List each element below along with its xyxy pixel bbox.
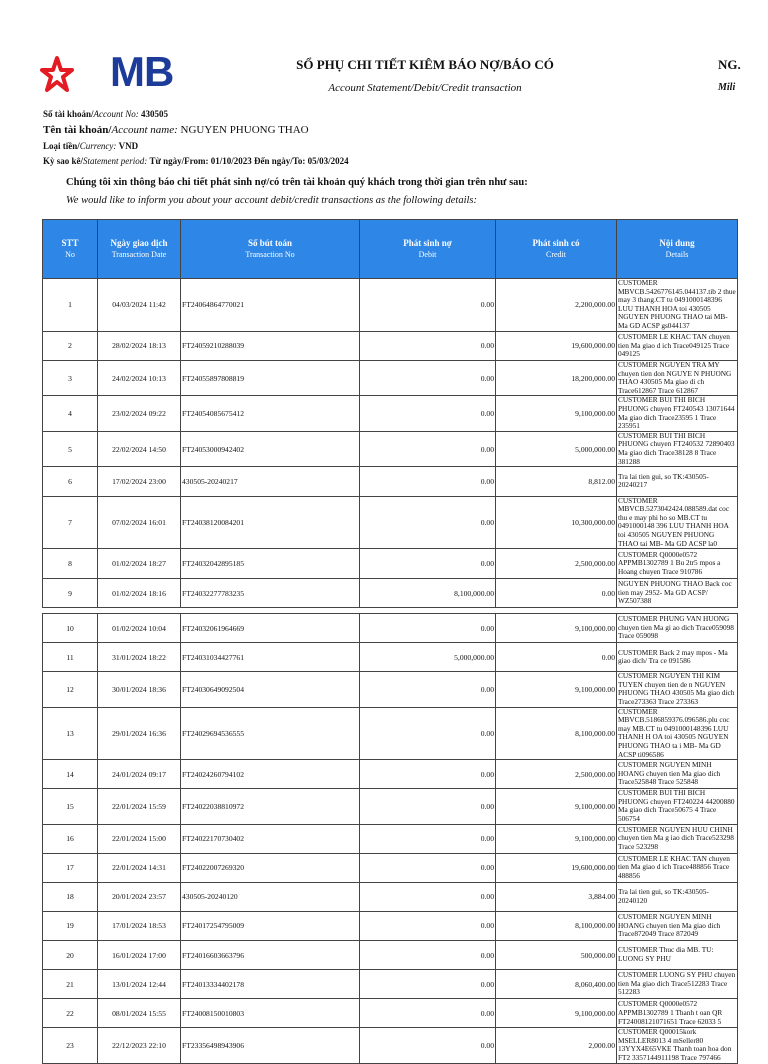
account-name: NGUYEN PHUONG THAO — [180, 124, 309, 136]
row-debit: 0.00 — [360, 882, 496, 911]
row-transaction-no: FT24032042895185 — [181, 549, 360, 579]
account-number-label-vi: Số tài khoản/ — [43, 109, 94, 119]
row-credit: 5,000,000.00 — [496, 431, 617, 466]
row-date: 17/02/2024 23:00 — [98, 467, 181, 497]
account-name-label-vi: Tên tài khoản/ — [43, 124, 112, 136]
row-details: Tra lai tien gui, so TK:430505-20240120 — [617, 882, 738, 911]
row-transaction-no: FT24054085675412 — [181, 396, 360, 431]
table-row — [43, 789, 738, 824]
row-credit: 2,500,000.00 — [496, 760, 617, 789]
account-name-line — [43, 124, 309, 136]
row-credit: 8,100,000.00 — [496, 911, 617, 940]
row-no: 2 — [43, 331, 98, 361]
row-details: CUSTOMER BUI THI BICH PHUONG chuyen FT240543 13071644 Ma giao dich Trace23595 1 Trace 235951 — [617, 396, 738, 431]
currency-value: VND — [118, 141, 139, 151]
row-date: 29/01/2024 16:36 — [98, 707, 181, 760]
table-row — [43, 882, 738, 911]
row-date: 13/01/2024 12:44 — [98, 970, 181, 999]
row-transaction-no: FT24024260794102 — [181, 760, 360, 789]
row-date: 22/12/2023 22:10 — [98, 1028, 181, 1063]
row-credit: 9,100,000.00 — [496, 614, 617, 643]
row-details: CUSTOMER NGUYEN MINH HOANG chuyen tien Ma giao dich Trace872049 Trace 872049 — [617, 911, 738, 940]
row-details: CUSTOMER NGUYEN MINH HOANG chuyen tien Ma giao dich Trace525848 Trace 525848 — [617, 760, 738, 789]
row-debit: 0.00 — [360, 361, 496, 396]
row-debit: 0.00 — [360, 672, 496, 707]
row-transaction-no: FT24064864770021 — [181, 279, 360, 332]
row-date: 22/01/2024 15:00 — [98, 824, 181, 853]
row-details: CUSTOMER NGUYEN TRA MY chuyen tien don NGUYE N PHUONG THAO 430505 Ma giao di ch Trace612867 Trace 612867 — [617, 361, 738, 396]
notice-vi: Chúng tôi xin thông báo chi tiết phát sinh nợ/có trên tài khoản quý khách trong thời gian trên như sau: — [66, 177, 528, 188]
row-debit: 0.00 — [360, 396, 496, 431]
row-details: CUSTOMER Q0000e0572 APPMB1302789 1 Bu 2tr5 mpos a Hoang chuyen Trace 910786 — [617, 549, 738, 579]
row-details: CUSTOMER LUONG SY PHU chuyen tien Ma giao dich Trace512283 Trace 512283 — [617, 970, 738, 999]
row-debit: 0.00 — [360, 940, 496, 969]
row-debit: 0.00 — [360, 331, 496, 361]
row-date: 24/02/2024 10:13 — [98, 361, 181, 396]
row-credit: 8,060,400.00 — [496, 970, 617, 999]
row-date: 28/02/2024 18:13 — [98, 331, 181, 361]
row-debit: 0.00 — [360, 707, 496, 760]
row-details: CUSTOMER Q00015kork MSELLER8013 4 mSeller80 13YYX4E65VKE Thanh toan hoa don FT2 3357144911198 Trace 797466 — [617, 1028, 738, 1063]
row-date: 31/01/2024 18:22 — [98, 643, 181, 672]
row-details: CUSTOMER MBVCB.5186859376.096586.plu coc may MB.CT tu 0491000148396 LUU THANH H OA toi 430505 NGUYEN PHUONG THAO ta i MB- Ma GD ACSP ti096586 — [617, 707, 738, 760]
row-details: CUSTOMER MBVCB.5273042424.088589.dat coc thu e may phi ho so MB.CT tu 0491000148 396 LUU THANH HOA toi 430505 NGUYEN PHUONG THAO tai MB- Ma GD ACSP la0 — [617, 496, 738, 549]
row-date: 01/02/2024 18:27 — [98, 549, 181, 579]
row-credit: 8,812.00 — [496, 467, 617, 497]
row-debit: 0.00 — [360, 614, 496, 643]
row-no: 6 — [43, 467, 98, 497]
account-name-label-en: Account name: — [111, 124, 178, 136]
row-date: 22/01/2024 14:31 — [98, 853, 181, 882]
row-credit: 9,100,000.00 — [496, 789, 617, 824]
row-details: CUSTOMER Back 2 may mpos - Ma giao dich/ Tra ce 091586 — [617, 643, 738, 672]
row-credit: 9,100,000.00 — [496, 999, 617, 1028]
period-value: Từ ngày/From: 01/10/2023 Đến ngày/To: 05/03/2024 — [149, 156, 349, 166]
table-row — [43, 643, 738, 672]
statement-subtitle: Account Statement/Debit/Credit transaction — [328, 82, 522, 94]
row-transaction-no: 430505-20240217 — [181, 467, 360, 497]
row-credit: 0.00 — [496, 643, 617, 672]
row-credit: 9,100,000.00 — [496, 672, 617, 707]
row-transaction-no: FT24022038810972 — [181, 789, 360, 824]
table-row — [43, 824, 738, 853]
table-row — [43, 467, 738, 497]
row-no: 16 — [43, 824, 98, 853]
row-date: 30/01/2024 18:36 — [98, 672, 181, 707]
row-transaction-no: FT24008150010803 — [181, 999, 360, 1028]
row-debit: 0.00 — [360, 431, 496, 466]
row-no: 15 — [43, 789, 98, 824]
row-date: 16/01/2024 17:00 — [98, 940, 181, 969]
row-transaction-no: FT24055897808819 — [181, 361, 360, 396]
period-label-en: Statement period: — [83, 156, 148, 166]
row-debit: 0.00 — [360, 911, 496, 940]
row-no: 5 — [43, 431, 98, 466]
period-line — [43, 156, 349, 166]
row-no: 11 — [43, 643, 98, 672]
transactions-table-page2 — [42, 613, 738, 1064]
row-credit: 9,100,000.00 — [496, 824, 617, 853]
row-date: 07/02/2024 16:01 — [98, 496, 181, 549]
row-credit: 2,200,000.00 — [496, 279, 617, 332]
row-no: 7 — [43, 496, 98, 549]
row-date: 22/01/2024 15:59 — [98, 789, 181, 824]
row-no: 9 — [43, 578, 98, 608]
row-date: 22/02/2024 14:50 — [98, 431, 181, 466]
row-credit: 10,300,000.00 — [496, 496, 617, 549]
row-credit: 500,000.00 — [496, 940, 617, 969]
row-date: 24/01/2024 09:17 — [98, 760, 181, 789]
col-header-debit: Phát sinh nợ Debit — [360, 220, 496, 279]
row-debit: 0.00 — [360, 999, 496, 1028]
row-date: 04/03/2024 11:42 — [98, 279, 181, 332]
row-transaction-no: FT24013334402178 — [181, 970, 360, 999]
row-no: 21 — [43, 970, 98, 999]
row-details: CUSTOMER Thuc dia MB. TU: LUONG SY PHU — [617, 940, 738, 969]
row-date: 20/01/2024 23:57 — [98, 882, 181, 911]
table-row — [43, 911, 738, 940]
row-debit: 0.00 — [360, 853, 496, 882]
row-details: CUSTOMER NGUYEN HUU CHINH chuyen tien Ma g iao dich Trace523298 Trace 523298 — [617, 824, 738, 853]
row-transaction-no: 430505-20240120 — [181, 882, 360, 911]
row-no: 14 — [43, 760, 98, 789]
table-row — [43, 549, 738, 579]
row-credit: 8,100,000.00 — [496, 707, 617, 760]
row-debit: 0.00 — [360, 496, 496, 549]
table-row — [43, 1028, 738, 1063]
table-row — [43, 760, 738, 789]
row-no: 13 — [43, 707, 98, 760]
row-details: CUSTOMER BUI THI BICH PHUONG chuyen FT240224 44200880 Ma giao dich Trace50675 4 Trace 506754 — [617, 789, 738, 824]
row-date: 17/01/2024 18:53 — [98, 911, 181, 940]
row-no: 3 — [43, 361, 98, 396]
col-header-transaction-no: Số bút toán Transaction No — [181, 220, 360, 279]
table-row — [43, 940, 738, 969]
table-row — [43, 578, 738, 608]
row-debit: 0.00 — [360, 970, 496, 999]
row-credit: 19,600,000.00 — [496, 853, 617, 882]
row-debit: 0.00 — [360, 789, 496, 824]
row-details: CUSTOMER MBVCB.5426776145.044137.tib 2 thue may 3 thang.CT tu 0491000148396 LUU THANH HOA toi 430505 NGUYEN PHUONG THAO tai MB- Ma GD ACSP gs044137 — [618, 278, 736, 330]
row-transaction-no: FT24017254795009 — [181, 911, 360, 940]
col-header-credit: Phát sinh có Credit — [496, 220, 617, 279]
row-transaction-no: FT24038120084201 — [181, 496, 360, 549]
row-credit: 2,500,000.00 — [496, 549, 617, 579]
row-no: 18 — [43, 882, 98, 911]
row-details: CUSTOMER BUI THI BICH PHUONG chuyen FT240532 72890403 Ma giao dich Trace38128 8 Trace 381288 — [617, 431, 738, 466]
table-row — [43, 853, 738, 882]
table-row — [43, 614, 738, 643]
row-transaction-no: FT24022007269320 — [181, 853, 360, 882]
row-credit: 19,600,000.00 — [496, 331, 617, 361]
row-credit: 18,200,000.00 — [496, 361, 617, 396]
row-transaction-no: FT24029694536555 — [181, 707, 360, 760]
transactions-table-page1 — [42, 219, 738, 608]
row-details: CUSTOMER PHUNG VAN HUONG chuyen tien Ma gi ao dich Trace059098 Trace 059098 — [617, 614, 738, 643]
row-transaction-no: FT24031034427761 — [181, 643, 360, 672]
row-details: CUSTOMER LE KHAC TAN chuyen tien Ma giao d ich Trace049125 Trace 049125 — [617, 331, 738, 361]
table-row — [43, 431, 738, 466]
table-row — [43, 999, 738, 1028]
row-credit: 9,100,000.00 — [496, 396, 617, 431]
row-transaction-no: FT24032277783235 — [181, 578, 360, 608]
table-row — [43, 361, 738, 396]
row-debit: 0.00 — [360, 760, 496, 789]
row-date: 23/02/2024 09:22 — [98, 396, 181, 431]
table-row — [43, 331, 738, 361]
row-no: 20 — [43, 940, 98, 969]
row-credit: 0.00 — [496, 578, 617, 608]
row-no: 22 — [43, 999, 98, 1028]
currency-line — [43, 141, 138, 151]
currency-label-vi: Loại tiền/ — [43, 141, 80, 151]
table-row — [43, 496, 738, 549]
row-no: 19 — [43, 911, 98, 940]
row-date: 01/02/2024 18:16 — [98, 578, 181, 608]
row-transaction-no: FT24022170730402 — [181, 824, 360, 853]
row-transaction-no: FT24053000942402 — [181, 431, 360, 466]
row-debit: 0.00 — [360, 824, 496, 853]
row-date: 08/01/2024 15:55 — [98, 999, 181, 1028]
header-corner-label: NG. — [718, 57, 741, 72]
row-date: 01/02/2024 10:04 — [98, 614, 181, 643]
table-row — [43, 970, 738, 999]
account-number-line — [43, 109, 168, 119]
row-details: CUSTOMER Q0000e0572 APPMB1302789 1 Thanh t oan QR FT24008121071651 Trace 62033 5 — [617, 999, 738, 1028]
row-no: 23 — [43, 1028, 98, 1063]
mb-logo-text: MB — [110, 48, 174, 95]
row-credit: 3,884.00 — [496, 882, 617, 911]
row-credit: 2,000.00 — [496, 1028, 617, 1063]
row-no: 12 — [43, 672, 98, 707]
account-number: 430505 — [141, 109, 169, 119]
row-transaction-no: FT24016603663796 — [181, 940, 360, 969]
row-no: 17 — [43, 853, 98, 882]
row-details: CUSTOMER NGUYEN THI KIM TUYEN chuyen tien de n NGUYEN PHUONG THAO 430505 Ma giao dich Trace273363 Trace 273363 — [617, 672, 738, 707]
row-details: NGUYEN PHUONG THAO Back coc tien may 2952- Ma GD ACSP/ WZ507388 — [617, 578, 738, 608]
account-number-label-en: Account No: — [93, 109, 139, 119]
row-no: 1 — [43, 279, 98, 332]
row-debit: 0.00 — [360, 549, 496, 579]
statement-title: SỔ PHỤ CHI TIẾT KIÊM BÁO NỢ/BÁO CÓ — [296, 57, 554, 72]
row-no: 4 — [43, 396, 98, 431]
notice-en: We would like to inform you about your account debit/credit transactions as the following details: — [66, 195, 478, 206]
header-corner-sub: Mili — [718, 82, 736, 93]
table-row — [43, 672, 738, 707]
table-row — [43, 396, 738, 431]
row-details: Tra lai tien gui, so TK:430505-20240217 — [617, 467, 738, 497]
table-row — [43, 279, 738, 332]
row-transaction-no: FT23356498943906 — [181, 1028, 360, 1063]
row-debit: 5,000,000.00 — [360, 643, 496, 672]
row-debit: 0.00 — [360, 467, 496, 497]
row-debit: 8,100,000.00 — [360, 578, 496, 608]
col-header-details: Nội dung Details — [617, 220, 738, 279]
period-label-vi: Kỳ sao kê/ — [43, 156, 84, 166]
row-debit: 0.00 — [360, 1028, 496, 1063]
table-header-row — [43, 220, 738, 279]
row-no: 10 — [43, 614, 98, 643]
row-transaction-no: FT24032061964669 — [181, 614, 360, 643]
table-row — [43, 707, 738, 760]
col-header-date: Ngày giao dịch Transaction Date — [98, 220, 181, 279]
row-debit: 0.00 — [360, 279, 496, 332]
currency-label-en: Currency: — [79, 141, 117, 151]
row-no: 8 — [43, 549, 98, 579]
row-details: CUSTOMER LE KHAC TAN chuyen tien Ma giao d ich Trace488856 Trace 488856 — [617, 853, 738, 882]
col-header-no: STT No — [43, 220, 98, 279]
row-transaction-no: FT24030649092504 — [181, 672, 360, 707]
row-transaction-no: FT24059210288039 — [181, 331, 360, 361]
